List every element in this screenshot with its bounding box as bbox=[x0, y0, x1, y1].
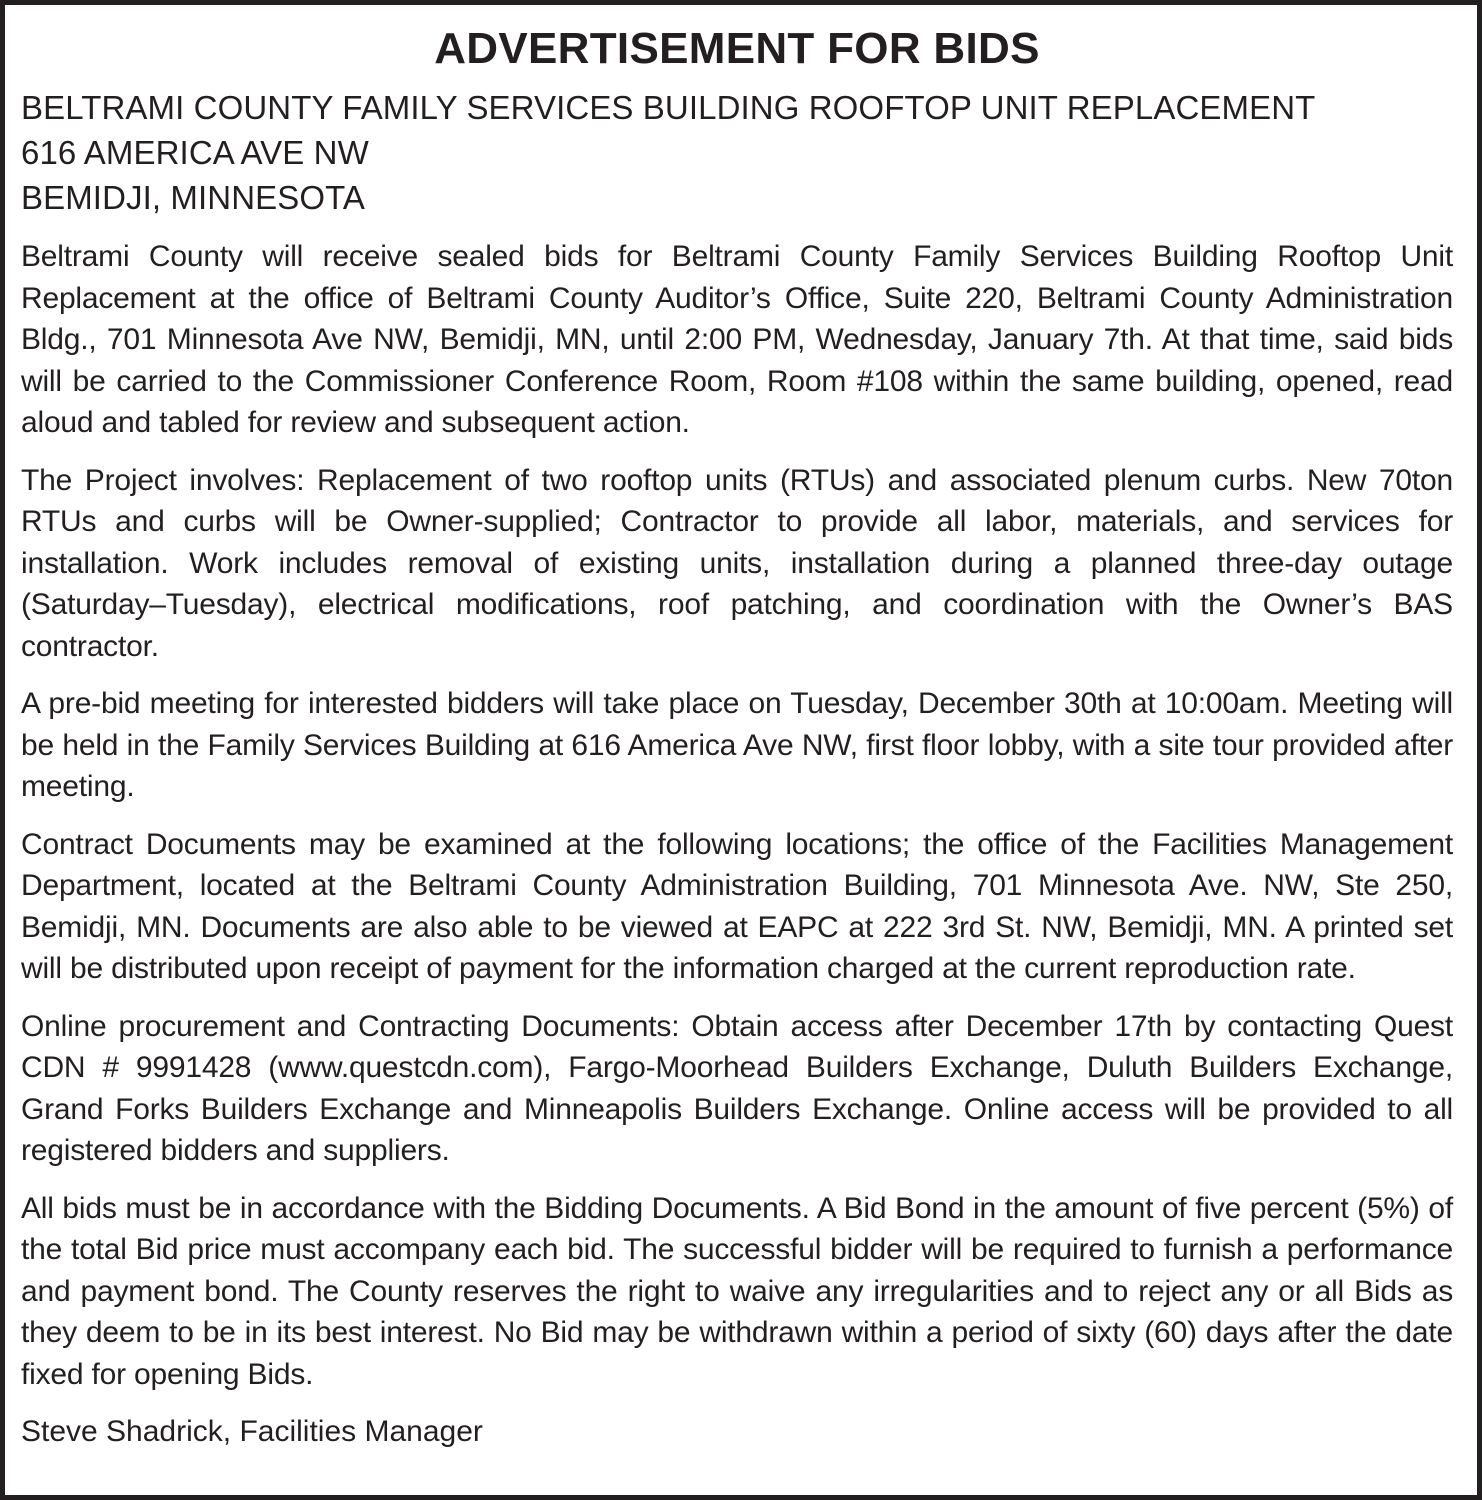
pre-bid-meeting-paragraph: A pre-bid meeting for interested bidders will take place on Tuesday, December 30th at 10:00am. Meeting will be held in the Family Services Building at 616 America Ave NW, first floor lobby, with a site tour provided after meeting. bbox=[21, 687, 1453, 803]
online-procurement-paragraph: Online procurement and Contracting Documents: Obtain access after December 17th by contacting Quest CDN # 9991428 (www.questcdn.com), Fargo-Moorhead Builders Exchange, Duluth Builders Exchange, Grand Forks Builders Exchange and Minneapolis Builders Exchange. Online access will be provided to all registered bidders and suppliers. bbox=[21, 1009, 1453, 1167]
contract-documents-paragraph: Contract Documents may be examined at the following locations; the office of the Facilities Management Department, located at the Beltrami County Administration Building, 701 Minnesota Ave. NW, Ste 250, Bemidji, MN. Documents are also able to be viewed at EAPC at 222 3rd St. NW, Bemidji, MN. A printed set will be distributed upon receipt of payment for the information charged at the current reproduction rate. bbox=[21, 827, 1453, 985]
ad-title: ADVERTISEMENT FOR BIDS bbox=[434, 24, 1040, 73]
project-scope-paragraph: The Project involves: Replacement of two rooftop units (RTUs) and associated plenum curbs. New 70ton RTUs and curbs will be Owner-supplied; Contractor to provide all labor, materials, and services for installation. Work includes removal of existing units, installation during a planned three-day outage (Saturday–Tuesday), electrical modifications, roof patching, and coordination with the Owner’s BAS contractor. bbox=[21, 463, 1453, 663]
bid-bond-paragraph: All bids must be in accordance with the Bidding Documents. A Bid Bond in the amount of five percent (5%) of the total Bid price must accompany each bid. The successful bidder will be required to furnish a performance and payment bond. The County reserves the right to waive any irregularities and to reject any or all Bids as they deem to be in its best interest. No Bid may be withdrawn within a period of sixty (60) days after the date fixed for opening Bids. bbox=[21, 1191, 1453, 1391]
signature: Steve Shadrick, Facilities Manager bbox=[21, 1415, 483, 1448]
project-heading bbox=[21, 85, 1453, 220]
project-street-address: 616 AMERICA AVE NW bbox=[21, 134, 369, 171]
bid-receipt-paragraph: Beltrami County will receive sealed bids for Beltrami County Family Services Building Rooftop Unit Replacement at the office of Beltrami County Auditor’s Office, Suite 220, Beltrami County Administration Bldg., 701 Minnesota Ave NW, Bemidji, MN, until 2:00 PM, Wednesday, January 7th. At that time, said bids will be carried to the Commissioner Conference Room, Room #108 within the same building, opened, read aloud and tabled for review and subsequent action. bbox=[21, 240, 1453, 439]
project-city-state: BEMIDJI, MINNESOTA bbox=[21, 179, 366, 216]
project-name: BELTRAMI COUNTY FAMILY SERVICES BUILDING ROOFTOP UNIT REPLACEMENT bbox=[21, 89, 1316, 126]
